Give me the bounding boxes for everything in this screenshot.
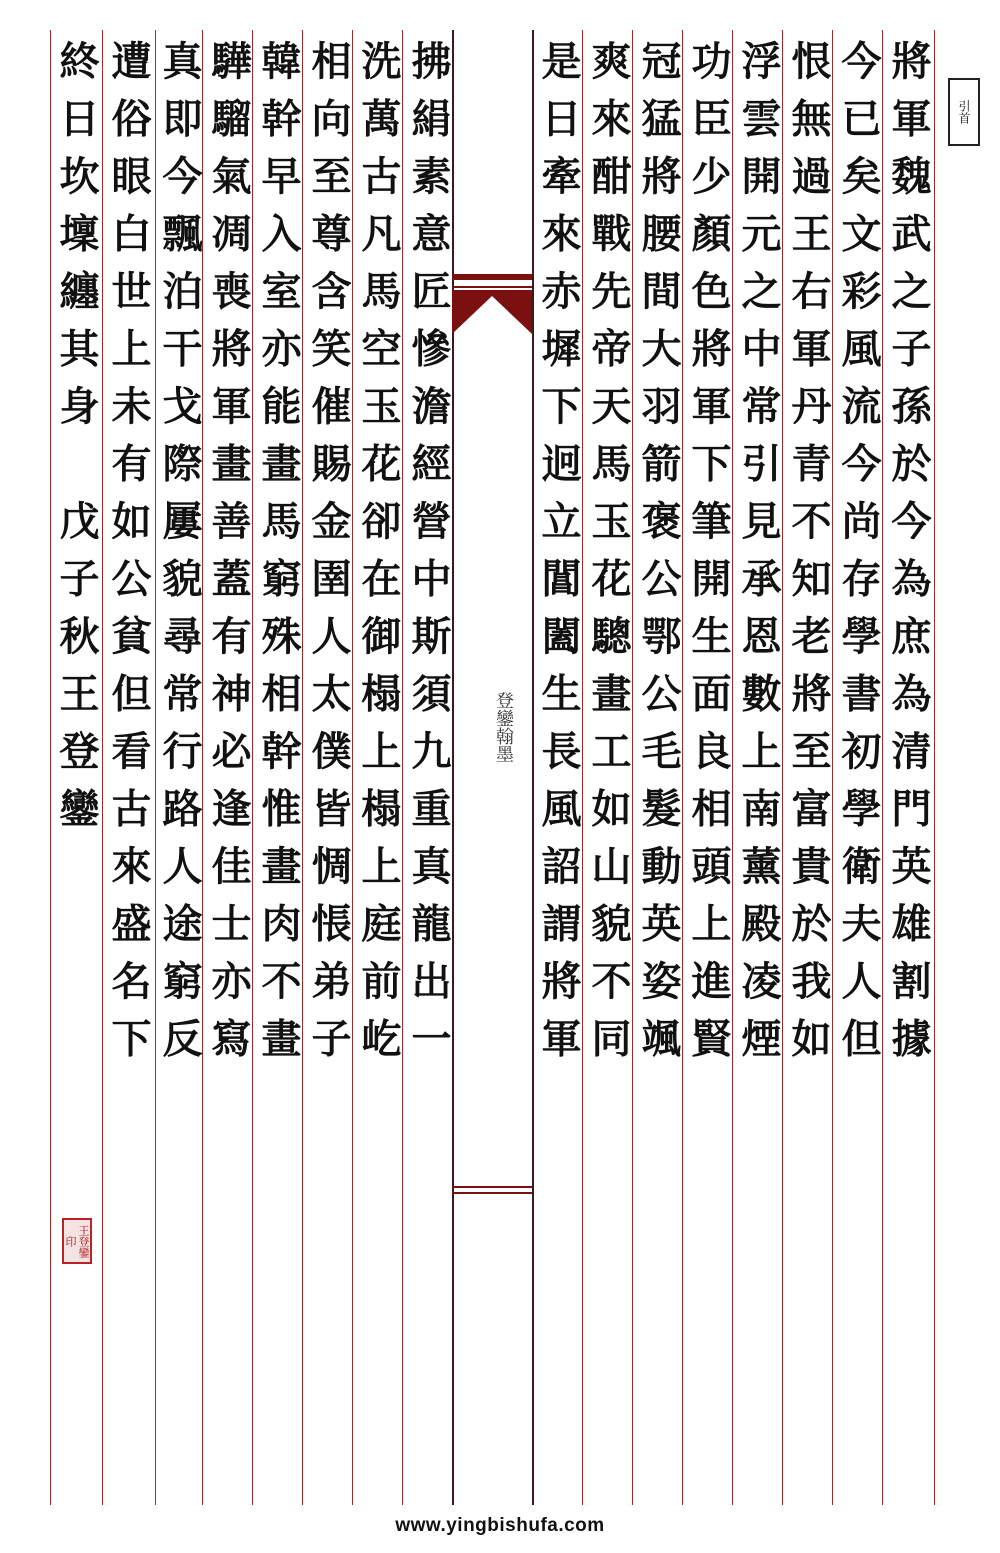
- text-column-signature: 終日坎壈纏其身 戊子秋王登鑾: [53, 40, 100, 845]
- gutter-band-top: [452, 274, 532, 280]
- rule-line: [352, 30, 353, 1505]
- text-column: 真即今飄泊干戈際屢貌尋常行路人途窮反: [156, 40, 203, 1075]
- text-column: 洗萬古凡馬空玉花卻在御榻上榻上庭前屹: [355, 40, 402, 1075]
- text-column: 驊騮氣凋喪將軍畫善蓋有神必逢佳士亦寫: [205, 40, 252, 1075]
- rule-line: [252, 30, 253, 1505]
- text-column: 今已矣文彩風流今尚存學書初學衛夫人但: [835, 40, 882, 1075]
- rule-line-gutter-right: [532, 30, 534, 1505]
- text-column: 恨無過王右軍丹青不知老將至富貴於我如: [785, 40, 832, 1075]
- text-column: 韓幹早入室亦能畫馬窮殊相幹惟畫肉不畫: [255, 40, 302, 1075]
- rule-line: [102, 30, 103, 1505]
- text-column: 拂絹素意匠慘澹經營中斯須九重真龍出一: [405, 40, 452, 1075]
- rule-line: [402, 30, 403, 1505]
- text-column: 是日牽來赤墀下迥立閶闔生長風詔謂將軍: [535, 40, 582, 1075]
- text-column: 相向至尊含笑催賜金圉人太僕皆惆悵弟子: [305, 40, 352, 1075]
- artist-seal: 王登鑾印: [62, 1218, 92, 1264]
- rule-line: [582, 30, 583, 1505]
- rule-line: [302, 30, 303, 1505]
- website-footer: www.yingbishufa.com: [395, 1515, 605, 1536]
- rule-line: [934, 30, 935, 1505]
- text-column: 浮雲開元之中常引見承恩數上南薰殿凌煙: [735, 40, 782, 1075]
- rule-line: [882, 30, 883, 1505]
- rule-line: [732, 30, 733, 1505]
- fishtail-mark: [452, 290, 532, 334]
- rule-line: [832, 30, 833, 1505]
- gutter-band-top-thin: [452, 286, 532, 288]
- text-column: 遭俗眼白世上未有如公貧但看古來盛名下: [105, 40, 152, 1075]
- rule-line: [50, 30, 51, 1505]
- gutter-band-bottom-thin: [452, 1192, 532, 1194]
- text-column: 功臣少顏色將軍下筆開生面良相頭上進賢: [685, 40, 732, 1075]
- gutter-band-bottom: [452, 1186, 532, 1188]
- text-column: 爽來酣戰先帝天馬玉花驄畫工如山貌不同: [585, 40, 632, 1075]
- text-column: 將軍魏武之子孫於今為庶為清門英雄割據: [885, 40, 932, 1075]
- rule-line-gutter-left: [452, 30, 454, 1505]
- text-column: 冠猛將腰間大羽箭褒公鄂公毛髮動英姿颯: [635, 40, 682, 1075]
- rule-line: [632, 30, 633, 1505]
- rule-line: [782, 30, 783, 1505]
- top-right-seal: 引首: [948, 78, 980, 146]
- center-seal: 登鑾翰墨: [493, 691, 514, 763]
- rule-line: [682, 30, 683, 1505]
